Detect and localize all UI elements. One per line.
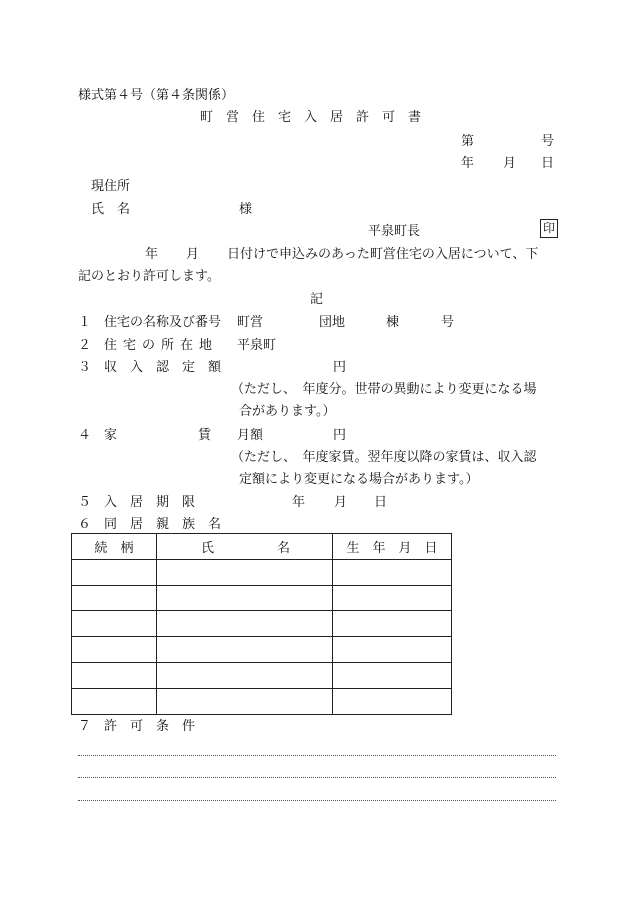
item4-label-chin: 賃 bbox=[198, 428, 212, 443]
name-cell[interactable] bbox=[157, 559, 333, 585]
form-number: 様式第４号（第４条関係） bbox=[78, 88, 235, 103]
name-cell[interactable] bbox=[157, 688, 333, 714]
ki-heading: 記 bbox=[310, 292, 324, 307]
relation-cell[interactable] bbox=[72, 585, 157, 611]
relation-cell[interactable] bbox=[72, 637, 157, 663]
family-members-table bbox=[71, 533, 452, 715]
relation-cell[interactable] bbox=[72, 559, 157, 585]
date-month: 月 bbox=[503, 156, 517, 171]
header-name-shi: 氏 bbox=[201, 541, 215, 556]
item4-note-line1: （ただし、 年度家賃。翌年度以降の家賃は、収入認 bbox=[231, 450, 537, 465]
item3-note-line2: 合があります。） bbox=[239, 404, 336, 419]
item7-label: 許可条件 bbox=[104, 719, 209, 734]
header-name-mei: 名 bbox=[277, 541, 291, 556]
item7-number: ７ bbox=[78, 719, 92, 734]
body-line2: 記のとおり許可します。 bbox=[78, 269, 220, 284]
item4-number: ４ bbox=[78, 428, 92, 443]
honorific-sama: 様 bbox=[239, 202, 253, 217]
header-birthdate: 生 年 月 日 bbox=[333, 534, 452, 560]
name-cell[interactable] bbox=[157, 662, 333, 688]
name-cell[interactable] bbox=[157, 611, 333, 637]
item4-monthly: 月額 bbox=[237, 428, 264, 443]
birthdate-cell[interactable] bbox=[333, 611, 452, 637]
item1-danchi: 団地 bbox=[319, 315, 346, 330]
name-cell[interactable] bbox=[157, 585, 333, 611]
item3-unit: 円 bbox=[333, 360, 347, 375]
header-relation: 続 柄 bbox=[72, 534, 157, 560]
item6-number: ６ bbox=[78, 517, 92, 532]
item4-note-line2: 定額により変更になる場合があります。） bbox=[239, 472, 479, 487]
relation-cell[interactable] bbox=[72, 662, 157, 688]
item5-label: 入居期限 bbox=[104, 495, 209, 510]
birthdate-cell[interactable] bbox=[333, 585, 452, 611]
table-row bbox=[72, 637, 452, 663]
body-line1: 日付けで申込みのあった町営住宅の入居について、下 bbox=[227, 247, 539, 262]
date-year: 年 bbox=[461, 156, 475, 171]
item1-gou: 号 bbox=[441, 315, 455, 330]
item5-number: ５ bbox=[78, 495, 92, 510]
item1-label: 住宅の名称及び番号 bbox=[104, 315, 222, 330]
item2-value: 平泉町 bbox=[237, 338, 277, 353]
doc-number-dai: 第 bbox=[461, 134, 475, 149]
item2-label: 住宅の所在地 bbox=[104, 338, 219, 353]
condition-line-2[interactable] bbox=[78, 777, 556, 778]
condition-line-1[interactable] bbox=[78, 755, 556, 756]
item4-unit: 円 bbox=[333, 428, 347, 443]
name-label: 氏 名 bbox=[91, 202, 131, 217]
seal-mark: 印 bbox=[540, 219, 558, 238]
birthdate-cell[interactable] bbox=[333, 688, 452, 714]
relation-cell[interactable] bbox=[72, 611, 157, 637]
table-row bbox=[72, 611, 452, 637]
date-day: 日 bbox=[541, 156, 555, 171]
table-header-row bbox=[72, 534, 452, 560]
item6-label: 同居親族名 bbox=[104, 517, 235, 532]
relation-cell[interactable] bbox=[72, 688, 157, 714]
item5-month: 月 bbox=[334, 495, 348, 510]
body-month: 月 bbox=[186, 247, 200, 262]
name-cell[interactable] bbox=[157, 637, 333, 663]
item1-chouei: 町営 bbox=[237, 315, 264, 330]
header-name bbox=[157, 534, 333, 560]
item3-number: ３ bbox=[78, 360, 92, 375]
item5-day: 日 bbox=[374, 495, 388, 510]
address-label: 現住所 bbox=[91, 179, 131, 194]
issuer-mayor: 平泉町長 bbox=[368, 224, 421, 239]
table-row bbox=[72, 662, 452, 688]
birthdate-cell[interactable] bbox=[333, 662, 452, 688]
table-row bbox=[72, 585, 452, 611]
doc-number-go: 号 bbox=[541, 134, 555, 149]
item1-number: １ bbox=[78, 315, 92, 330]
birthdate-cell[interactable] bbox=[333, 637, 452, 663]
document-title: 町営住宅入居許可書 bbox=[200, 110, 435, 125]
table-row bbox=[72, 688, 452, 714]
birthdate-cell[interactable] bbox=[333, 559, 452, 585]
table-row bbox=[72, 559, 452, 585]
item3-note-line1: （ただし、 年度分。世帯の異動により変更になる場 bbox=[231, 382, 537, 397]
item3-label: 収入認定額 bbox=[104, 360, 235, 375]
condition-line-3[interactable] bbox=[78, 800, 556, 801]
item2-number: ２ bbox=[78, 338, 92, 353]
item1-tou: 棟 bbox=[386, 315, 400, 330]
item5-year: 年 bbox=[292, 495, 306, 510]
body-year: 年 bbox=[145, 247, 159, 262]
item4-label-ka: 家 bbox=[104, 428, 118, 443]
